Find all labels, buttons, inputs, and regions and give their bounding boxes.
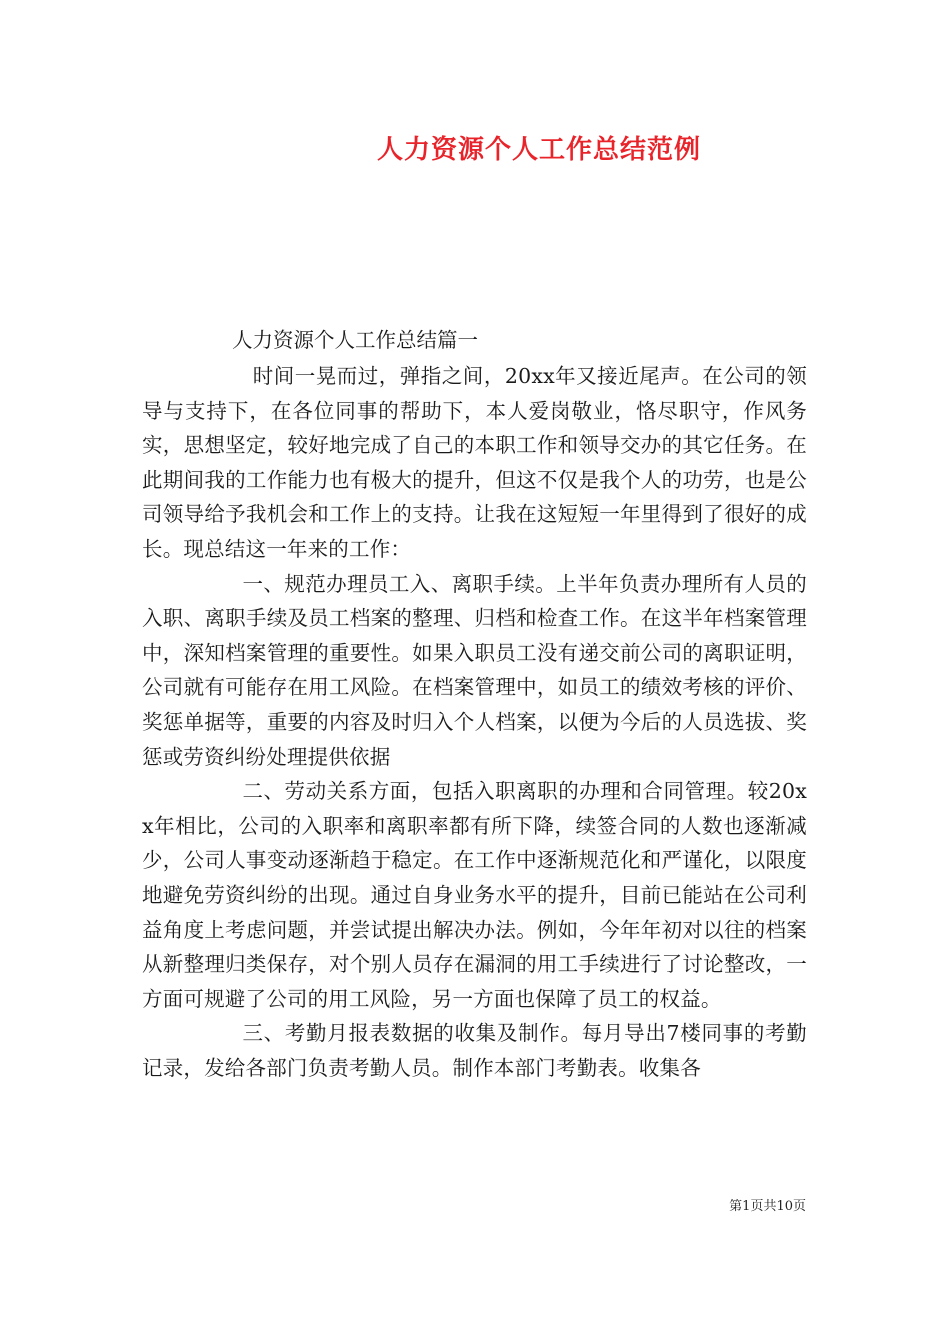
paragraph-onboarding: 一、规范办理员工入、离职手续。上半年负责办理所有人员的入职、离职手续及员工档案的整理、归档和检查工作。在这半年档案管理中，深知档案管理的重要性。如果入职员工没有递交前公司的离职证明，公司就有可能存在用工风险。在档案管理中，如员工的绩效考核的评价、奖惩单据等，重要的内容及时归入个人档案，以便为今后的人员选拔、奖惩或劳资纠纷处理提供依据	[142, 571, 807, 769]
paragraph-intro: 时间一晃而过，弹指之间，20xx年又接近尾声。在公司的领导与支持下，在各位同事的帮助下，本人爱岗敬业，恪尽职守，作风务实，思想坚定，较好地完成了自己的本职工作和领导交办的其它任务。在此期间我的工作能力也有极大的提升，但这不仅是我个人的功劳，也是公司领导给予我机会和工作上的支持。让我在这短短一年里得到了很好的成长。现总结这一年来的工作：	[142, 364, 807, 561]
document-title: 人力资源个人工作总结范例	[376, 135, 701, 165]
document-body	[142, 359, 807, 1085]
paragraph-labor-relations: 二、劳动关系方面，包括入职离职的办理和合同管理。较20xx年相比，公司的入职率和离职率都有所下降，续签合同的人数也逐渐减少，公司人事变动逐渐趋于稳定。在工作中逐渐规范化和严谨化，以限度地避免劳资纠纷的出现。通过自身业务水平的提升，目前已能站在公司利益角度上考虑问题，并尝试提出解决办法。例如，今年年初对以往的档案从新整理归类保存，对个别人员存在漏洞的用工手续进行了讨论整改，一方面可规避了公司的用工风险，另一方面也保障了员工的权益。	[142, 779, 807, 1011]
page-number: 第1页共10页	[729, 1199, 806, 1214]
section-heading: 人力资源个人工作总结篇一	[232, 328, 478, 352]
paragraph-attendance: 三、考勤月报表数据的收集及制作。每月导出7楼同事的考勤记录，发给各部门负责考勤人员。制作本部门考勤表。收集各	[142, 1021, 807, 1080]
